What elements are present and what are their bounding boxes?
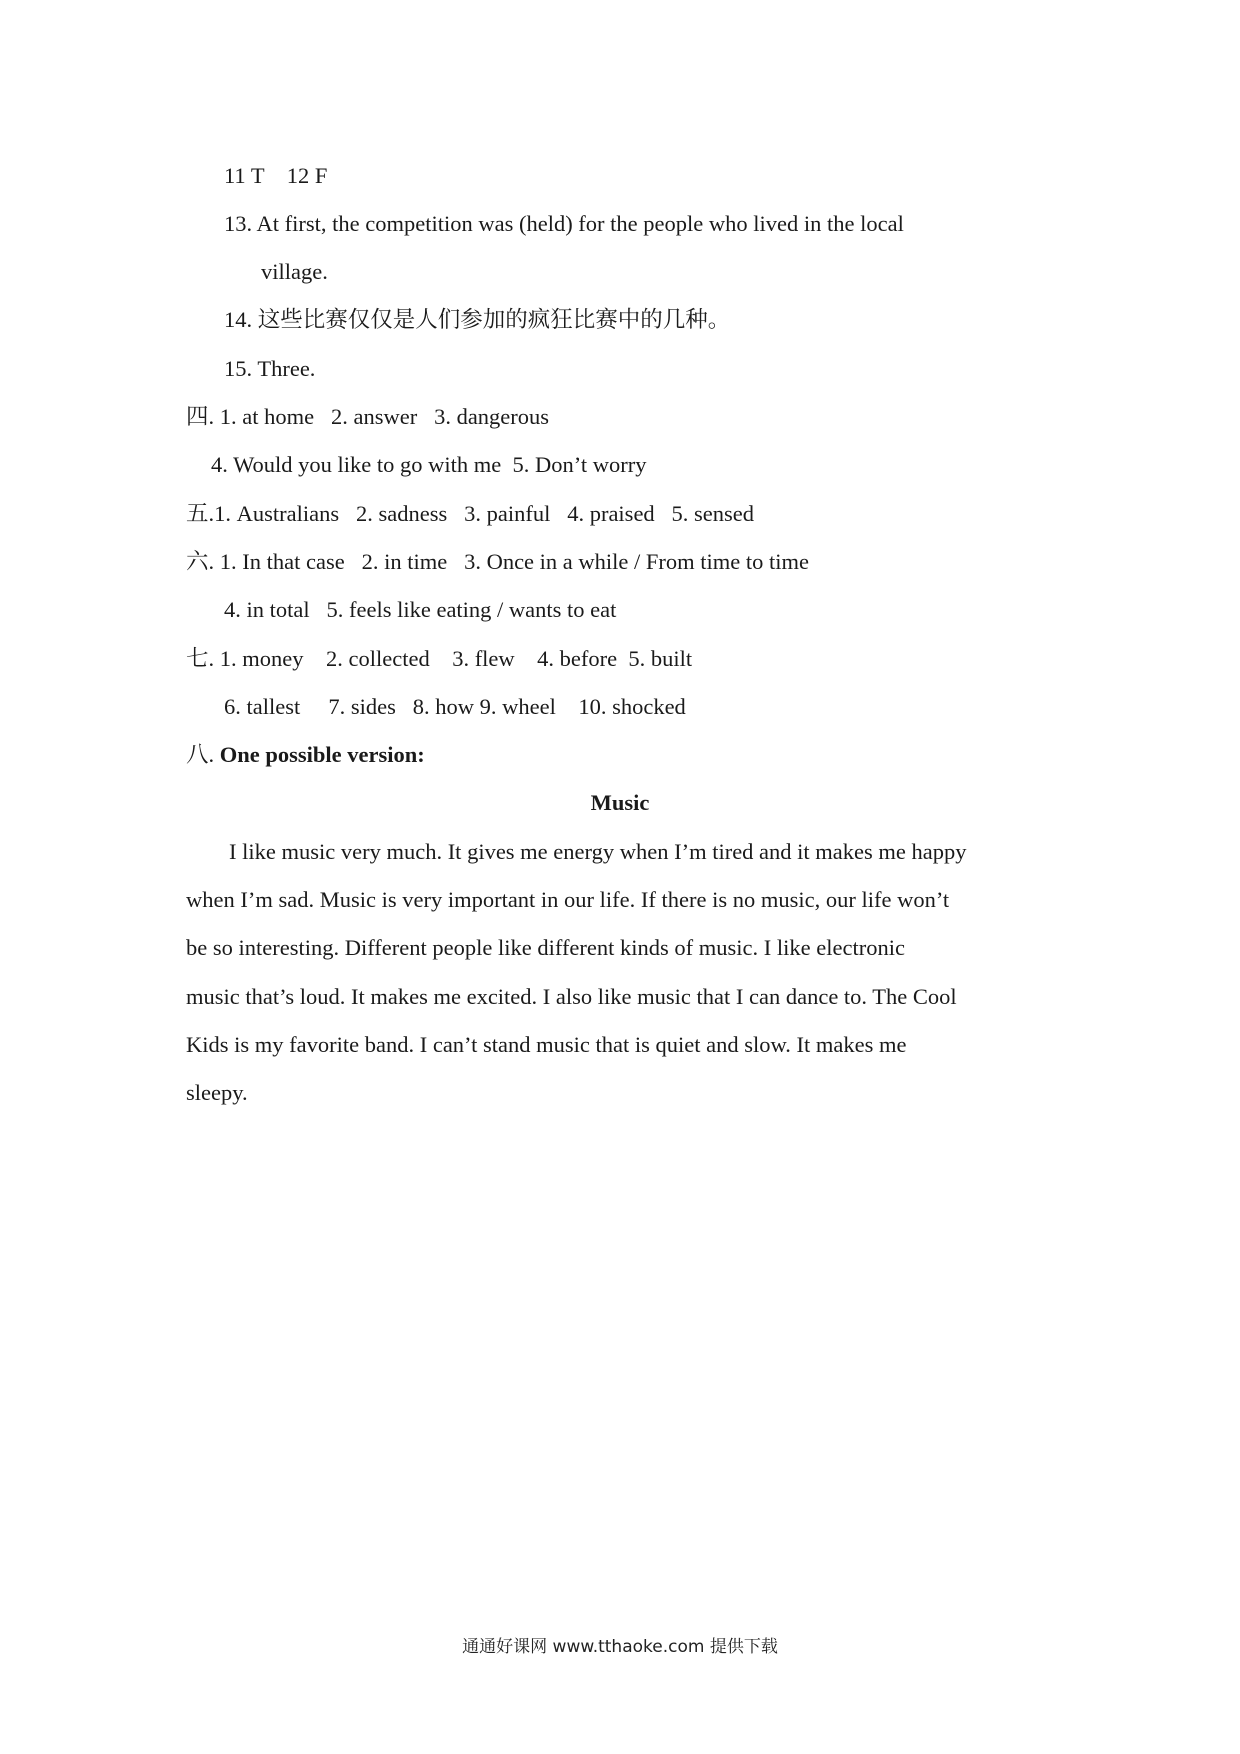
section-5-line: 五.1. Australians 2. sadness 3. painful 4. praised 5. sensed xyxy=(186,501,755,526)
essay-line: be so interesting. Different people like different kinds of music. I like electronic xyxy=(186,935,905,960)
section-7-line-1: 七. 1. money 2. collected 3. flew 4. before 5. built xyxy=(186,646,693,671)
section-8-label: One possible version: xyxy=(219,742,425,767)
answer-line-15: 15. Three. xyxy=(224,356,316,381)
section-6-line-2: 4. in total 5. feels like eating / wants to eat xyxy=(224,597,617,622)
section-8-number: 八. xyxy=(186,742,220,767)
answer-line-13-cont: village. xyxy=(261,259,328,284)
essay-line: music that’s loud. It makes me excited. I also like music that I can dance to. The Cool xyxy=(186,984,957,1009)
essay-title: Music xyxy=(590,790,650,815)
essay-line: I like music very much. It gives me energy when I’m tired and it makes me happy xyxy=(229,839,967,864)
answer-line-11-12: 11 T 12 F xyxy=(224,163,328,188)
section-4-line-2: 4. Would you like to go with me 5. Don’t worry xyxy=(211,452,647,477)
answer-line-14: 14. 这些比赛仅仅是人们参加的疯狂比赛中的几种。 xyxy=(224,307,731,332)
page-footer: 通通好课网 www.tthaoke.com 提供下载 xyxy=(462,1637,778,1657)
section-6-line-1: 六. 1. In that case 2. in time 3. Once in a while / From time to time xyxy=(186,549,810,574)
section-7-line-2: 6. tallest 7. sides 8. how 9. wheel 10. shocked xyxy=(224,694,686,719)
essay-line: Kids is my favorite band. I can’t stand music that is quiet and slow. It makes me xyxy=(186,1032,907,1057)
section-4-line-1: 四. 1. at home 2. answer 3. dangerous xyxy=(186,404,550,429)
essay-line: when I’m sad. Music is very important in our life. If there is no music, our life won’t xyxy=(186,887,950,912)
essay-line: sleepy. xyxy=(186,1080,248,1105)
answer-line-13: 13. At first, the competition was (held) for the people who lived in the local xyxy=(224,211,904,236)
section-8-heading xyxy=(186,741,425,769)
